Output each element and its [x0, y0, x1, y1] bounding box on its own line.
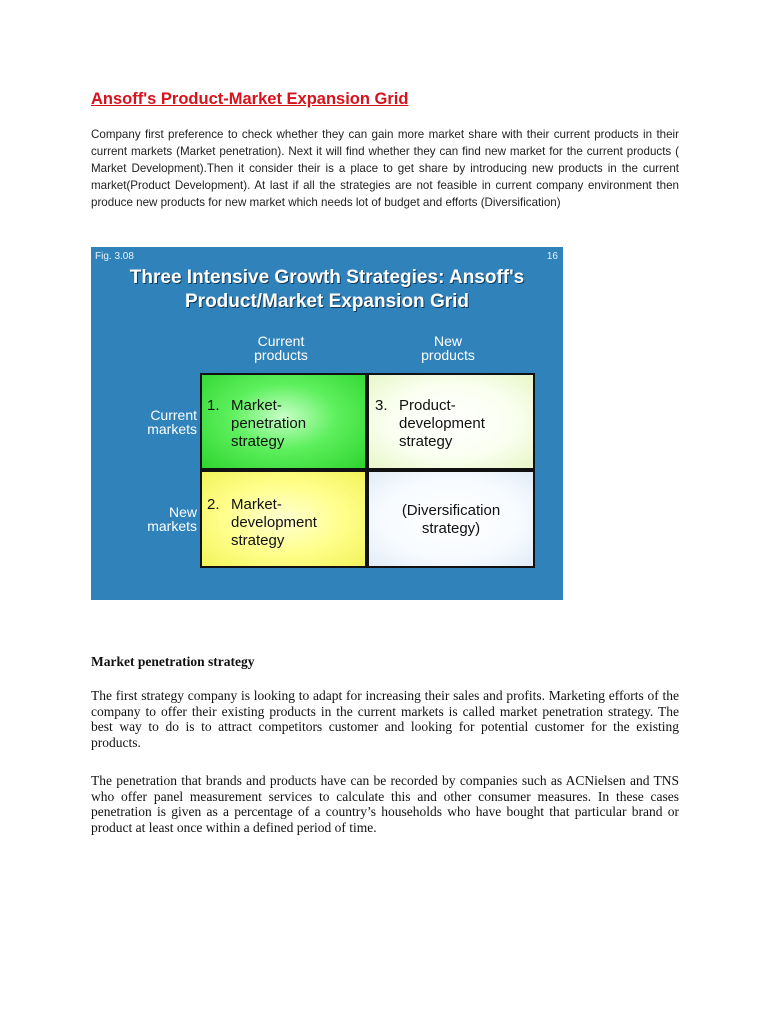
cell-line: Market-: [231, 496, 282, 513]
cell-market-penetration: [200, 373, 367, 470]
cell-line: strategy): [421, 520, 481, 537]
body-paragraph-2: The penetration that brands and products have can be recorded by companies such as ACNielsen and TNS who offer panel measurement services to calculate this and other consumer measures. In these cases penetration is given as a percentage of a country’s households who have bought that particular brand or product at least once within a defined period of time.: [91, 773, 679, 835]
cell-market-development: [200, 470, 367, 568]
body-paragraph-1: The first strategy company is looking to adapt for increasing their sales and profits. Marketing efforts of the company to offer their existing products in the current markets is called market penetration strategy. The best way to do is to attract competitors customer and looking for potential customer for the existing products.: [91, 688, 679, 750]
cell-diversification: [367, 470, 535, 568]
cell-line: strategy: [231, 532, 285, 549]
slide-title-line-1: Three Intensive Growth Strategies: Ansoff's: [129, 267, 525, 288]
cell-number: 1.: [207, 397, 220, 414]
figure-label: Fig. 3.08: [95, 251, 134, 262]
slide-title-line-2: Product/Market Expansion Grid: [185, 291, 469, 312]
row-header-new-line-1: New: [168, 504, 197, 520]
slide-page-number: 16: [546, 251, 558, 262]
row-header-current-line-1: Current: [150, 407, 197, 423]
cell-line: strategy: [399, 433, 453, 450]
page-title: Ansoff's Product-Market Expansion Grid: [91, 90, 409, 108]
ansoff-grid-slide: [91, 247, 563, 600]
row-header-current-markets: [97, 408, 197, 436]
cell-line: Product-: [399, 397, 456, 414]
column-header-current-products: [201, 334, 361, 362]
column-header-current-line-1: Current: [257, 333, 305, 349]
intro-paragraph: Company first preference to check whether they can gain more market share with their current products in their current markets (Market penetration). Next it will find whether they can find new market for the current products ( Market Development).Then it consider their is a place to get share by introducing new products in the current market(Product Development). At last if all the strategies are not feasible in current company environment then produce new products for new market which needs lot of budget and efforts (Diversification): [91, 128, 679, 209]
column-header-current-line-2: products: [254, 347, 308, 363]
cell-line: strategy: [231, 433, 285, 450]
cell-product-development: [367, 373, 535, 470]
cell-line: Market-: [231, 397, 282, 414]
slide-title: [91, 266, 563, 314]
column-header-new-line-2: products: [421, 347, 475, 363]
row-header-new-line-2: markets: [147, 518, 197, 534]
row-header-new-markets: [97, 505, 197, 533]
cell-number: 3.: [375, 397, 388, 414]
column-header-new-line-1: New: [433, 333, 462, 349]
cell-number: 2.: [207, 496, 220, 513]
cell-line: (Diversification: [401, 502, 501, 519]
section-heading: Market penetration strategy: [91, 654, 255, 669]
cell-line: development: [399, 415, 485, 432]
row-header-current-line-2: markets: [147, 421, 197, 437]
column-header-new-products: [368, 334, 528, 362]
cell-line: development: [231, 514, 317, 531]
cell-line: penetration: [231, 415, 307, 432]
